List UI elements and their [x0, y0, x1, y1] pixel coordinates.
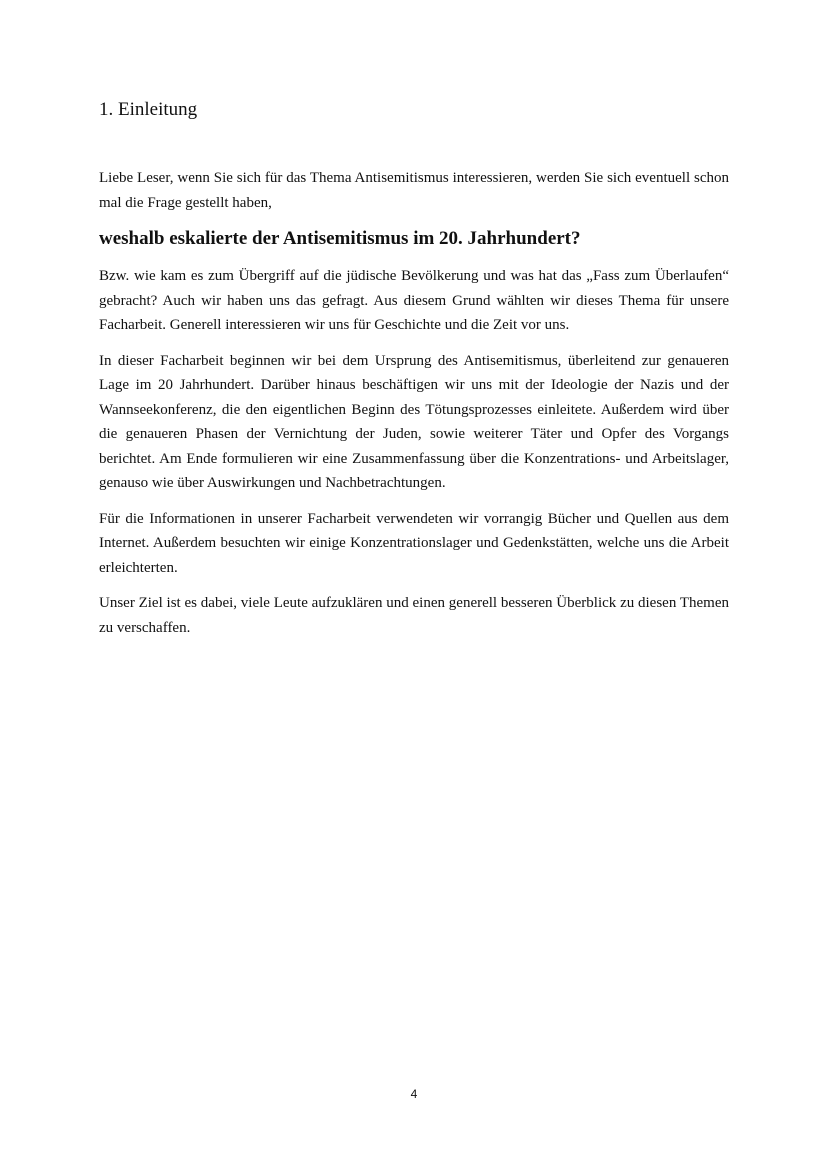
body-text: [99, 166, 729, 651]
paragraph-motivation: Bzw. wie kam es zum Übergriff auf die jüdische Bevölkerung und was hat das „Fass zum Überlaufen“ gebracht? Auch wir haben uns das gefragt. Aus diesem Grund wählten wir dieses Thema für unsere Facharbeit. Generell interessieren wir uns für Geschichte und die Zeit vor uns.: [99, 268, 729, 333]
paragraph-goal: Unser Ziel ist es dabei, viele Leute aufzuklären und einen generell besseren Überblick zu diesen Themen zu verschaffen.: [99, 595, 729, 636]
paragraph-structure: In dieser Facharbeit beginnen wir bei dem Ursprung des Antisemitismus, überleitend zur genaueren Lage im 20 Jahrhundert. Darüber hinaus beschäftigen wir uns mit der Ideologie der Nazis und der Wannseekonferenz, die den eigentlichen Beginn des Tötungsprozesses einleitete. Außerdem wird über die genaueren Phasen der Vernichtung der Juden, sowie weiterer Täter und Opfer des Vorgangs berichtet. Am Ende formulieren wir eine Zusammenfassung über die Konzentrations- und Arbeitslager, genauso wie über Auswirkungen und Nachbetrachtungen.: [99, 352, 729, 491]
section-heading: 1. Einleitung: [99, 99, 198, 120]
intro-paragraph: Liebe Leser, wenn Sie sich für das Thema Antisemitismus interessieren, werden Sie sich eventuell schon mal die Frage gestellt haben,: [99, 170, 729, 211]
page-number: 4: [410, 1087, 418, 1101]
paragraph-sources: Für die Informationen in unserer Facharbeit verwendeten wir vorrangig Bücher und Quellen aus dem Internet. Außerdem besuchten wir einige Konzentrationslager und Gedenkstätten, welche uns die Arbeit erleichterten.: [99, 510, 729, 576]
research-question: weshalb eskalierte der Antisemitismus im 20. Jahrhundert?: [99, 228, 581, 249]
